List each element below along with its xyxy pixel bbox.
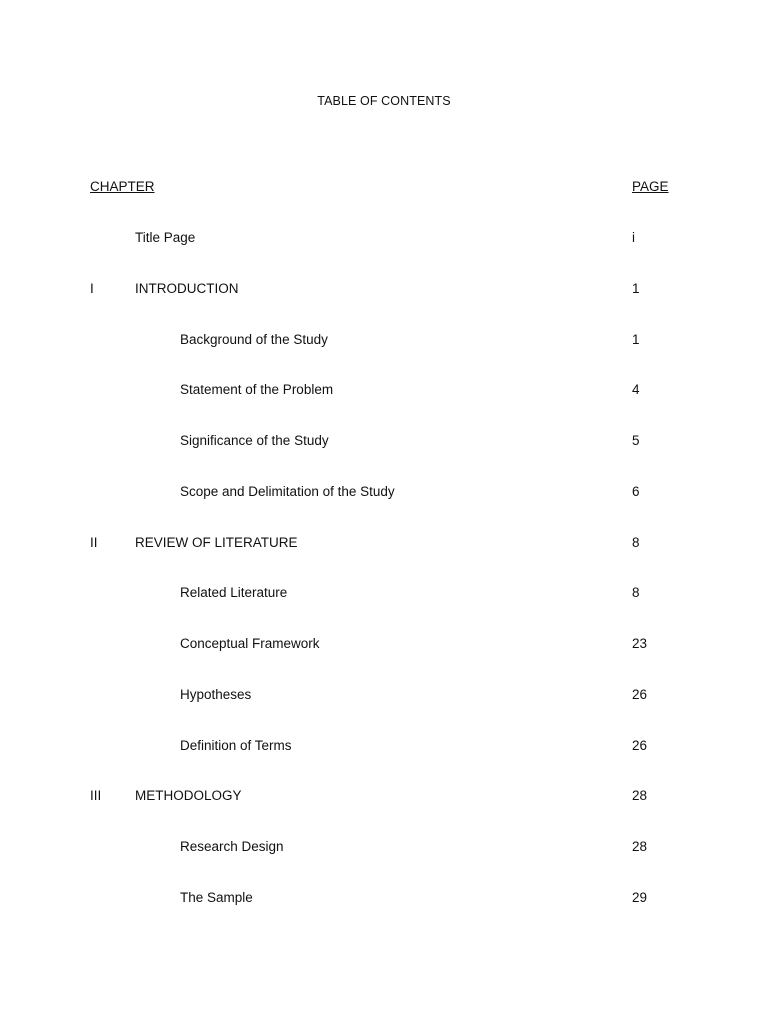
toc-entry-title: REVIEW OF LITERATURE — [135, 534, 298, 550]
toc-entry — [0, 332, 768, 383]
toc-entry-title: METHODOLOGY — [135, 788, 242, 804]
toc-entry — [0, 738, 768, 789]
toc-entry-title: Conceptual Framework — [180, 636, 320, 651]
toc-entry-page-number: 8 — [632, 585, 640, 601]
toc-entry-title: Background of the Study — [180, 331, 328, 347]
toc-entry-page-number: 26 — [632, 686, 648, 702]
chapter-column-header: CHAPTER — [90, 179, 155, 194]
toc-entry — [0, 687, 768, 738]
toc-entry-page-number: 1 — [632, 331, 640, 347]
toc-entries — [0, 230, 768, 941]
toc-entry-page-number: 29 — [632, 889, 648, 905]
toc-entry-title: Related Literature — [180, 585, 288, 601]
toc-entry-title: Scope and Delimitation of the Study — [180, 483, 395, 499]
toc-entry — [0, 382, 768, 433]
toc-entry — [0, 281, 768, 332]
toc-entry-title: The Sample — [180, 889, 253, 905]
toc-entry-page-number: 26 — [632, 737, 648, 753]
toc-entry-title: INTRODUCTION — [135, 280, 239, 296]
toc-entry — [0, 230, 768, 281]
toc-entry-chapter-number: III — [90, 788, 102, 804]
toc-entry-page-number: 28 — [632, 839, 648, 854]
toc-entry-title: Title Page — [135, 230, 196, 245]
toc-entry — [0, 535, 768, 586]
toc-entry-title: Hypotheses — [180, 686, 252, 702]
toc-entry — [0, 636, 768, 687]
toc-entry — [0, 433, 768, 484]
toc-entry-title: Definition of Terms — [180, 737, 292, 753]
toc-entry-page-number: i — [632, 230, 635, 245]
toc-entry-title: Significance of the Study — [180, 433, 329, 448]
toc-entry-page-number: 1 — [632, 280, 640, 296]
toc-entry-title: Research Design — [180, 839, 284, 854]
toc-entry-page-number: 6 — [632, 483, 640, 499]
page-column-header: PAGE — [632, 179, 669, 194]
page-title: TABLE OF CONTENTS — [317, 94, 451, 108]
toc-entry — [0, 585, 768, 636]
toc-entry-chapter-number: II — [90, 534, 98, 550]
toc-entry-chapter-number: I — [90, 280, 94, 296]
toc-entry-page-number: 28 — [632, 788, 648, 804]
toc-entry — [0, 484, 768, 535]
toc-entry — [0, 890, 768, 941]
toc-entry — [0, 788, 768, 839]
toc-entry-title: Statement of the Problem — [180, 382, 334, 398]
toc-entry-page-number: 4 — [632, 382, 640, 398]
toc-entry-page-number: 23 — [632, 636, 648, 651]
toc-entry-page-number: 5 — [632, 433, 640, 448]
toc-entry-page-number: 8 — [632, 534, 640, 550]
toc-entry — [0, 839, 768, 890]
